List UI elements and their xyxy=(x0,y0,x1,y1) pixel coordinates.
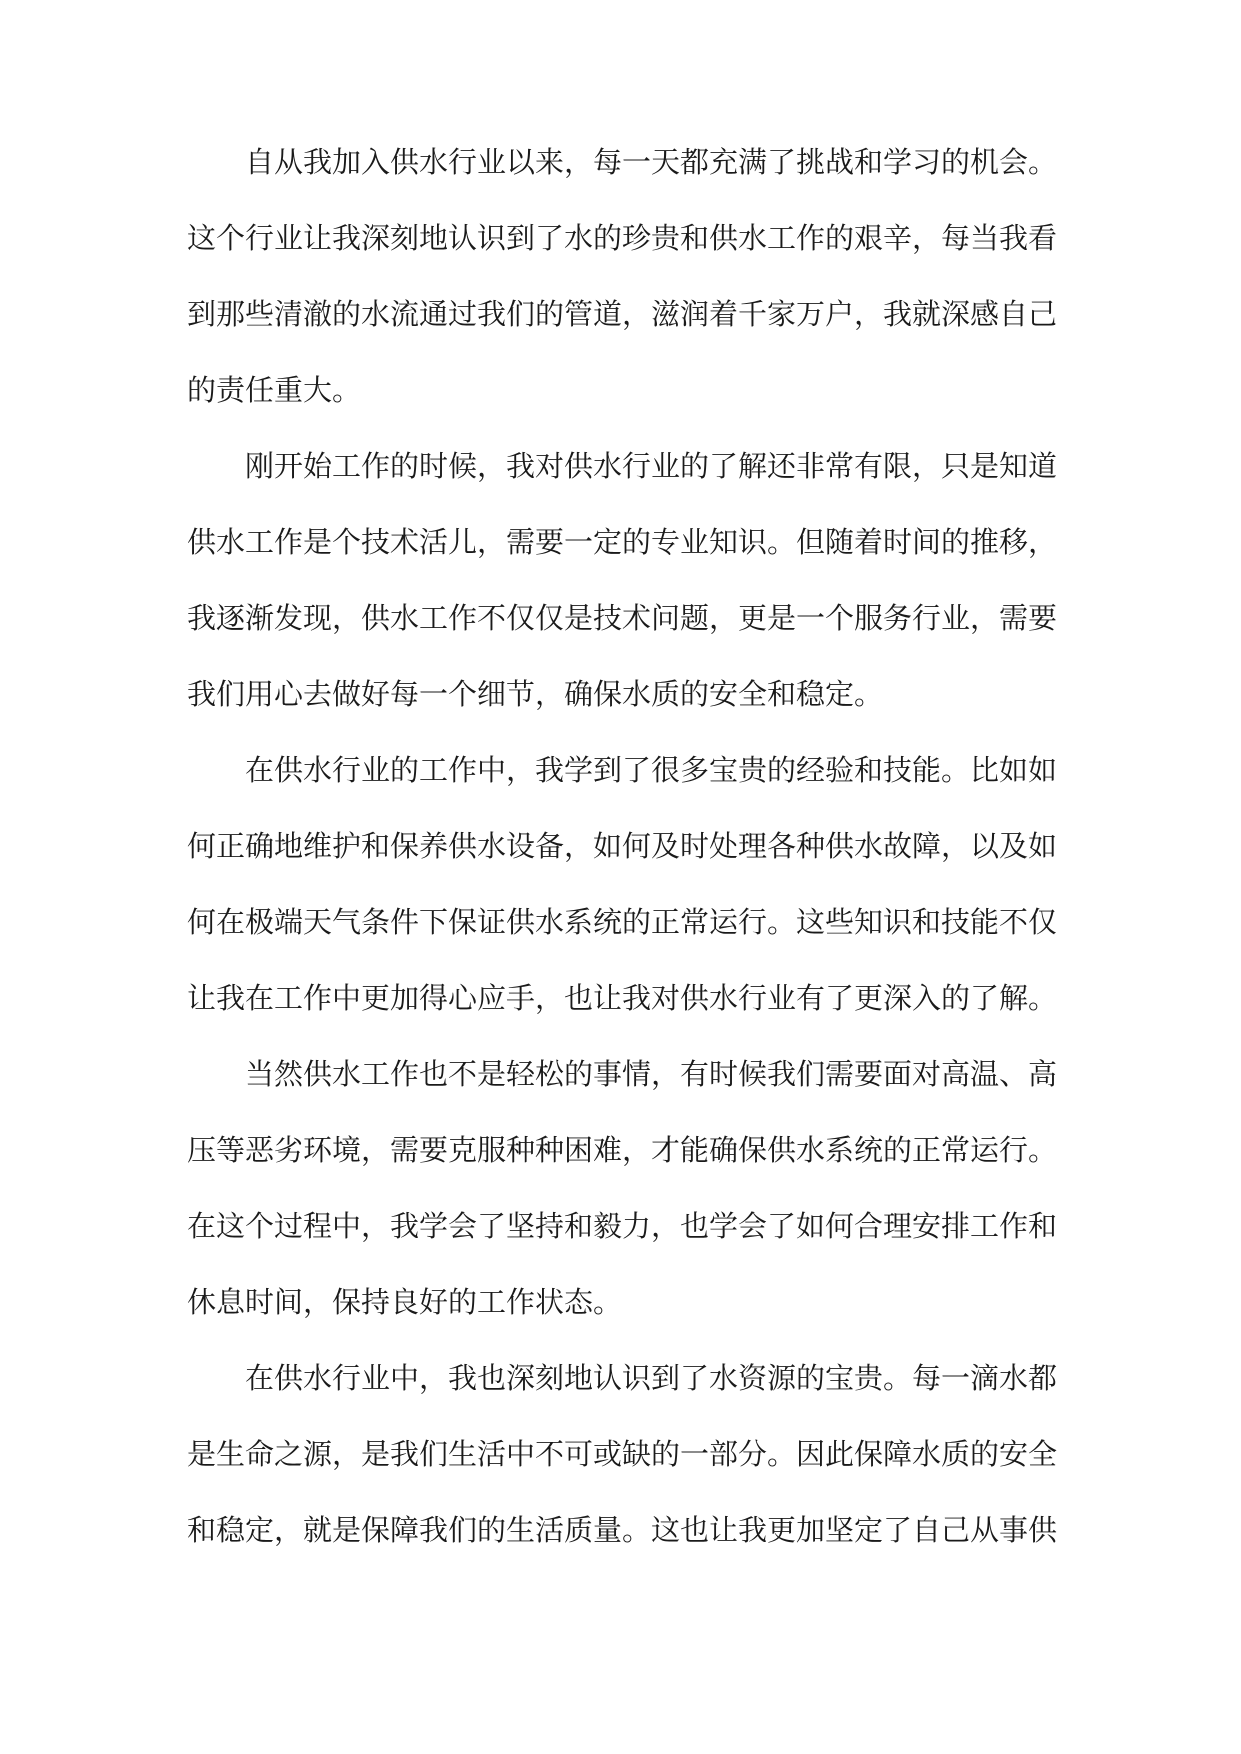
paragraph-3 xyxy=(187,752,1057,1056)
paragraph-2 xyxy=(187,448,1057,752)
paragraph-line: 在供水行业的工作中，我学到了很多宝贵的经验和技能。比如如 xyxy=(245,753,1057,787)
paragraph-line: 这个行业让我深刻地认识到了水的珍贵和供水工作的艰辛，每当我看 xyxy=(187,221,1057,255)
paragraph-line: 何正确地维护和保养供水设备，如何及时处理各种供水故障，以及如 xyxy=(187,829,1057,863)
paragraph-line: 在供水行业中，我也深刻地认识到了水资源的宝贵。每一滴水都 xyxy=(245,1361,1057,1395)
paragraph-line: 是生命之源，是我们生活中不可或缺的一部分。因此保障水质的安全 xyxy=(187,1437,1057,1471)
paragraph-line: 我逐渐发现，供水工作不仅仅是技术问题，更是一个服务行业，需要 xyxy=(187,601,1057,635)
paragraph-line: 刚开始工作的时候，我对供水行业的了解还非常有限，只是知道 xyxy=(245,449,1057,483)
paragraph-line: 让我在工作中更加得心应手，也让我对供水行业有了更深入的了解。 xyxy=(187,981,1057,1015)
paragraph-4 xyxy=(187,1056,1057,1360)
paragraph-line: 供水工作是个技术活儿，需要一定的专业知识。但随着时间的推移， xyxy=(187,525,1057,559)
paragraph-line: 压等恶劣环境，需要克服种种困难，才能确保供水系统的正常运行。 xyxy=(187,1133,1057,1167)
paragraph-line: 我们用心去做好每一个细节，确保水质的安全和稳定。 xyxy=(187,677,884,711)
paragraph-1 xyxy=(187,144,1057,448)
paragraph-line: 休息时间，保持良好的工作状态。 xyxy=(187,1285,623,1319)
paragraph-line: 自从我加入供水行业以来，每一天都充满了挑战和学习的机会。 xyxy=(245,145,1057,179)
paragraph-line: 的责任重大。 xyxy=(187,373,362,407)
document-body xyxy=(187,144,1057,1588)
paragraph-line: 到那些清澈的水流通过我们的管道，滋润着千家万户，我就深感自己 xyxy=(187,297,1057,331)
paragraph-line: 在这个过程中，我学会了坚持和毅力，也学会了如何合理安排工作和 xyxy=(187,1209,1057,1243)
paragraph-line: 何在极端天气条件下保证供水系统的正常运行。这些知识和技能不仅 xyxy=(187,905,1057,939)
paragraph-5 xyxy=(187,1360,1057,1588)
paragraph-line: 当然供水工作也不是轻松的事情，有时候我们需要面对高温、高 xyxy=(245,1057,1057,1091)
paragraph-line: 和稳定，就是保障我们的生活质量。这也让我更加坚定了自己从事供 xyxy=(187,1513,1057,1547)
